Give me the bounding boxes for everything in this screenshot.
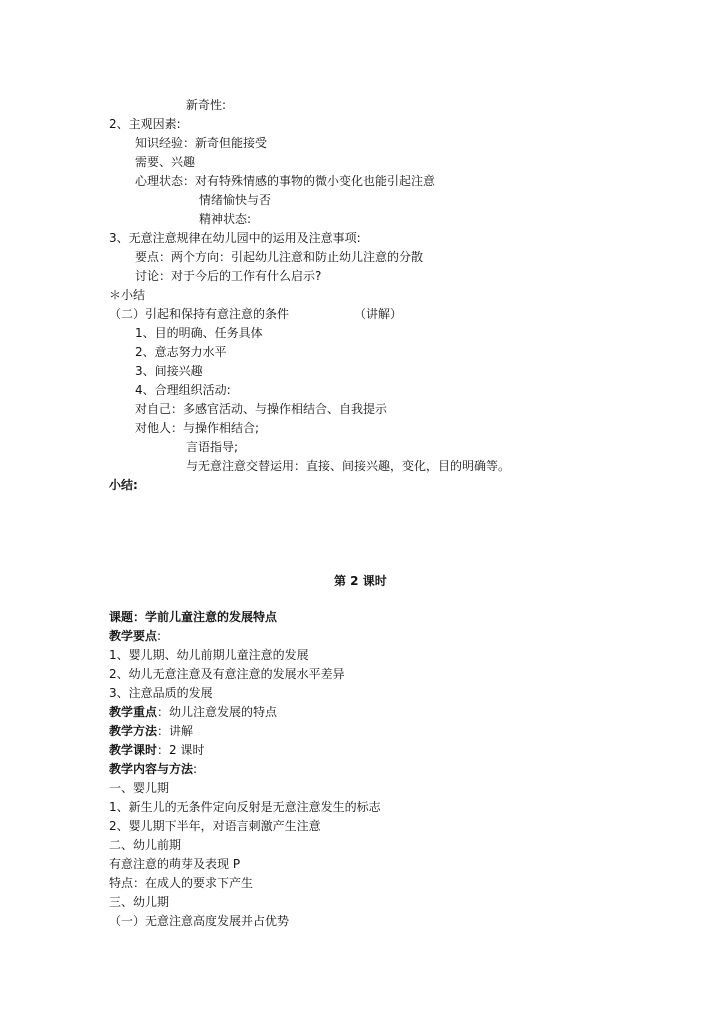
discussion-line: 讨论：对于今后的工作有什么启示? xyxy=(135,269,322,283)
essential-2: 2、幼儿无意注意及有意注意的发展水平差异 xyxy=(109,667,345,681)
key-points-line: 要点：两个方向：引起幼儿注意和防止幼儿注意的分散 xyxy=(135,250,424,264)
focus-label: 教学重点 xyxy=(109,705,158,719)
condition-4: 4、合理组织活动: xyxy=(135,383,231,397)
mental-state-line: 心理状态：对有特殊情感的事物的微小变化也能引起注意 xyxy=(135,174,436,188)
spirit-line: 精神状态: xyxy=(199,212,252,226)
summary-line: 小结: xyxy=(109,478,138,492)
preschool-point-1: （一）无意注意高度发展并占优势 xyxy=(109,914,290,928)
content-line xyxy=(109,761,197,777)
essentials-line xyxy=(109,628,161,644)
toddler-sprout-line: 有意注意的萌芽及表现 P xyxy=(109,857,241,871)
content-colon: : xyxy=(193,762,198,776)
emotion-line: 情绪愉快与否 xyxy=(199,193,272,207)
essential-3: 3、注意品质的发展 xyxy=(109,686,213,700)
lesson-heading: 第 2 课时 xyxy=(334,574,387,588)
hours-value: ：2 课时 xyxy=(157,743,205,757)
novelty-line: 新奇性: xyxy=(186,98,227,112)
condition-2: 2、意志努力水平 xyxy=(135,345,227,359)
section2-note: （讲解） xyxy=(354,307,403,321)
section2-title: （二）引起和保持有意注意的条件 xyxy=(109,307,290,321)
alternate-line: 与无意注意交替运用：直接、间接兴趣，变化，目的明确等。 xyxy=(186,459,511,473)
infancy-point-1: 1、新生儿的无条件定向反射是无意注意发生的标志 xyxy=(109,800,381,814)
others-line: 对他人：与操作相结合; xyxy=(135,421,260,435)
hours-label: 教学课时 xyxy=(109,743,158,757)
self-line: 对自己：多感官活动、与操作相结合、自我提示 xyxy=(135,402,388,416)
method-label: 教学方法 xyxy=(109,724,158,738)
method-line xyxy=(109,723,193,739)
rule-heading: 3、无意注意规律在幼儿园中的运用及注意事项: xyxy=(109,231,361,245)
essentials-colon: : xyxy=(157,629,162,643)
hours-line xyxy=(109,742,204,758)
preschool-heading: 三、幼儿期 xyxy=(109,895,170,909)
condition-1: 1、目的明确、任务具体 xyxy=(135,326,263,340)
summary-star-line: ＊小结 xyxy=(109,288,146,302)
needs-line: 需要、兴趣 xyxy=(135,155,196,169)
toddler-heading: 二、幼儿前期 xyxy=(109,838,182,852)
infancy-point-2: 2、婴儿期下半年，对语言刺激产生注意 xyxy=(109,819,321,833)
knowledge-line: 知识经验：新奇但能接受 xyxy=(135,136,268,150)
language-guidance-line: 言语指导; xyxy=(186,440,239,454)
condition-3: 3、间接兴趣 xyxy=(135,364,203,378)
essentials-label: 教学要点 xyxy=(109,629,158,643)
toddler-feature-line: 特点：在成人的要求下产生 xyxy=(109,876,254,890)
topic-line: 课题：学前儿童注意的发展特点 xyxy=(109,610,278,624)
focus-value: ：幼儿注意发展的特点 xyxy=(157,705,278,719)
subjective-factors-heading: 2、主观因素: xyxy=(109,117,181,131)
method-value: ：讲解 xyxy=(157,724,194,738)
essential-1: 1、婴儿期、幼儿前期儿童注意的发展 xyxy=(109,648,309,662)
infancy-heading: 一、婴儿期 xyxy=(109,781,170,795)
focus-line xyxy=(109,704,277,720)
content-label: 教学内容与方法 xyxy=(109,762,194,776)
